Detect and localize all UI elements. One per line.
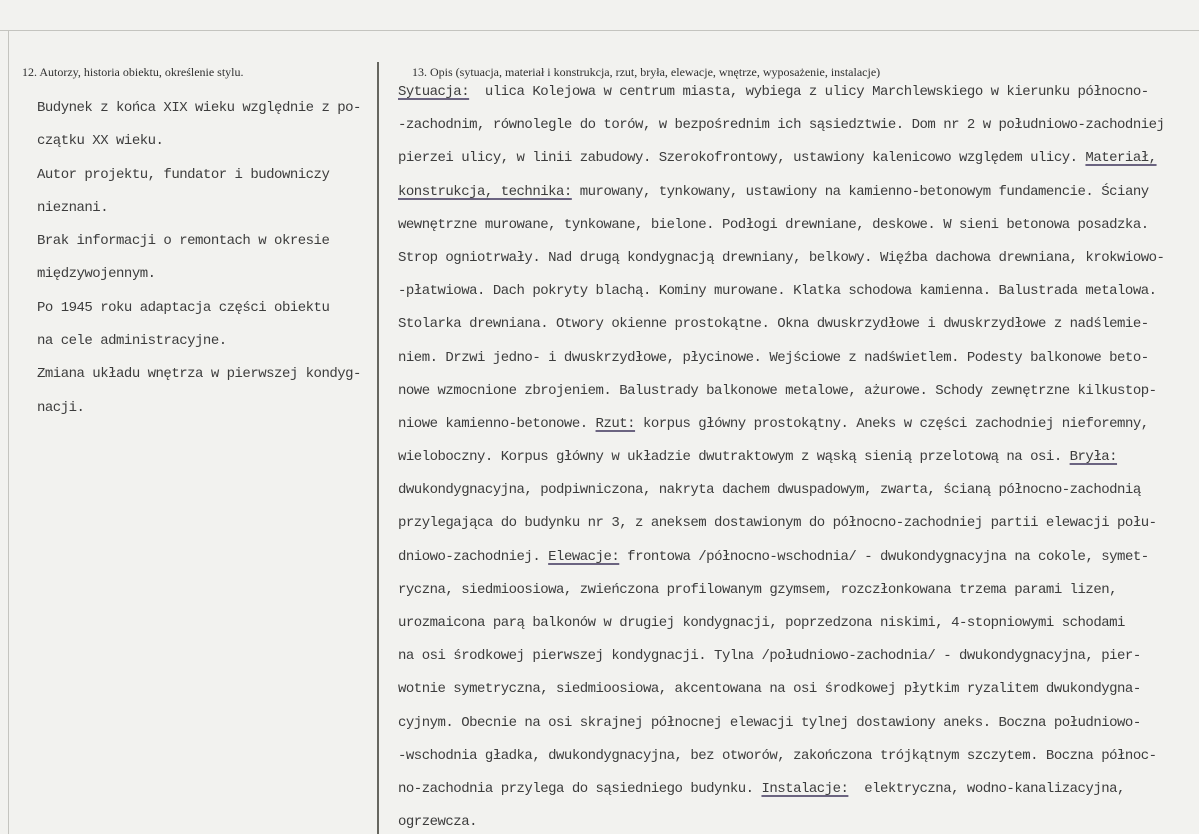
description-heading: 13. Opis (sytuacja, materiał i konstrukcja, rzut, bryła, elewacje, wnętrze, wyposażenie, instalacje) [412, 65, 881, 79]
description-line: -zachodnim, równolegle do torów, w bezpośrednim ich sąsiedztwie. Dom nr 2 w południowo-zachodniej [398, 117, 1165, 134]
line-text: pierzei ulicy, w linii zabudowy. Szerokofrontowy, ustawiony kalenicowo względem ulicy. [398, 150, 1086, 167]
description-line: niem. Drzwi jedno- i dwuskrzydłowe, płycinowe. Wejściowe z nadświetlem. Podesty balkonowe beto- [398, 349, 1149, 366]
line-text: murowany, tynkowany, ustawiony na kamienno-betonowym fundamencie. Ściany [571, 183, 1149, 200]
history-line: Budynek z końca XIX wieku względnie z po- [37, 100, 361, 116]
description-line: cyjnym. Obecnie na osi skrajnej północnej elewacji tylnej dostawiony aneks. Boczna południowo- [398, 714, 1141, 731]
description-line: wotnie symetryczna, siedmioosiowa, akcentowana na osi środkowej płytkim ryzalitem dwukondygna- [398, 681, 1141, 698]
description-line: -wschodnia gładka, dwukondygnacyjna, bez otworów, zakończona trójkątnym szczytem. Boczna północ- [398, 747, 1157, 764]
description-line: wewnętrzne murowane, tynkowane, bielone. Podłogi drewniane, deskowe. W sieni betonowa posadzka. [398, 216, 1149, 233]
history-line: Po 1945 roku adaptacja części obiektu [37, 299, 330, 316]
description-line [398, 149, 1188, 167]
history-line: międzywojennym. [37, 266, 156, 283]
line-text: elektryczna, wodno-kanalizacyjna, [848, 780, 1125, 797]
history-line: Zmiana układu wnętrza w pierwszej kondyg- [37, 366, 361, 383]
section-term-elevations: Elewacje: [548, 548, 620, 565]
description-line: na osi środkowej pierwszej kondygnacji. Tylna /południowo-zachodnia/ - dwukondygnacyjna, pier- [398, 648, 1141, 665]
description-line [398, 780, 1188, 798]
section-term-installations: Instalacje: [761, 780, 849, 797]
history-line: na cele administracyjne. [37, 333, 227, 350]
history-line: czątku XX wieku. [37, 133, 164, 150]
description-line: urozmaicona parą balkonów w drugiej kondygnacji, poprzedzona niskimi, 4-stopniowymi schodami [398, 615, 1125, 631]
column-divider [377, 62, 379, 834]
line-text: wieloboczny. Korpus główny w układzie dwutraktowym z wąską sienią przelotową na osi. [398, 449, 1070, 466]
description-line: Strop ogniotrwały. Nad drugą kondygnacją drewniany, belkowy. Więźba dachowa drewniana, krokwiowo- [398, 249, 1165, 266]
page-top-edge [0, 30, 1199, 31]
line-text: ulica Kolejowa w centrum miasta, wybiega z ulicy Marchlewskiego w kierunku północno- [469, 84, 1149, 100]
line-text: frontowa /północno-wschodnia/ - dwukondygnacyjna na cokole, symet- [619, 548, 1149, 565]
description-line: nowe wzmocnione zbrojeniem. Balustrady balkonowe metalowe, ażurowe. Schody zewnętrzne kilkustop- [398, 382, 1157, 399]
section-term-construction: konstrukcja, technika: [398, 183, 572, 200]
description-line [398, 415, 1188, 433]
description-line: przylegająca do budynku nr 3, z aneksem dostawionym do północno-zachodniej partii elewacji połu- [398, 515, 1157, 532]
section-term-plan: Rzut: [595, 415, 636, 432]
description-line: Stolarka drewniana. Otwory okienne prostokątne. Okna dwuskrzydłowe i dwuskrzydłowe z nadślemie- [398, 316, 1149, 333]
history-line: nieznani. [37, 199, 109, 216]
history-heading: 12. Autorzy, historia obiektu, określenie stylu. [22, 65, 244, 79]
history-line: Autor projektu, fundator i budowniczy [37, 166, 330, 183]
description-column [398, 83, 1188, 831]
history-line: Brak informacji o remontach w okresie [37, 233, 330, 250]
line-text: no-zachodnia przylega do sąsiedniego budynku. [398, 780, 762, 797]
description-line [398, 83, 1188, 101]
line-text: korpus główny prostokątny. Aneks w części zachodniej nieforemny, [635, 415, 1149, 432]
description-line: ryczna, siedmioosiowa, zwieńczona profilowanym gzymsem, rozczłonkowana trzema parami lizen, [398, 581, 1118, 598]
section-term-material: Materiał, [1085, 150, 1157, 167]
description-line [398, 183, 1188, 201]
description-line [398, 448, 1188, 466]
description-line: -płatwiowa. Dach pokryty blachą. Kominy murowane. Klatka schodowa kamienna. Balustrada metalowa. [398, 283, 1157, 300]
history-column [37, 99, 372, 417]
page-left-edge [8, 30, 9, 834]
line-text: dniowo-zachodniej. [398, 548, 549, 565]
section-term-form: Bryła: [1069, 449, 1118, 466]
description-line: ogrzewcza. [398, 814, 478, 831]
section-term-situation: Sytuacja: [398, 84, 470, 100]
description-line: dwukondygnacyjna, podpiwniczona, nakryta dachem dwuspadowym, zwarta, ścianą północno-zachodnią [398, 482, 1141, 499]
line-text: niowe kamienno-betonowe. [398, 415, 596, 432]
description-line [398, 548, 1188, 566]
history-line: nacji. [37, 399, 85, 416]
